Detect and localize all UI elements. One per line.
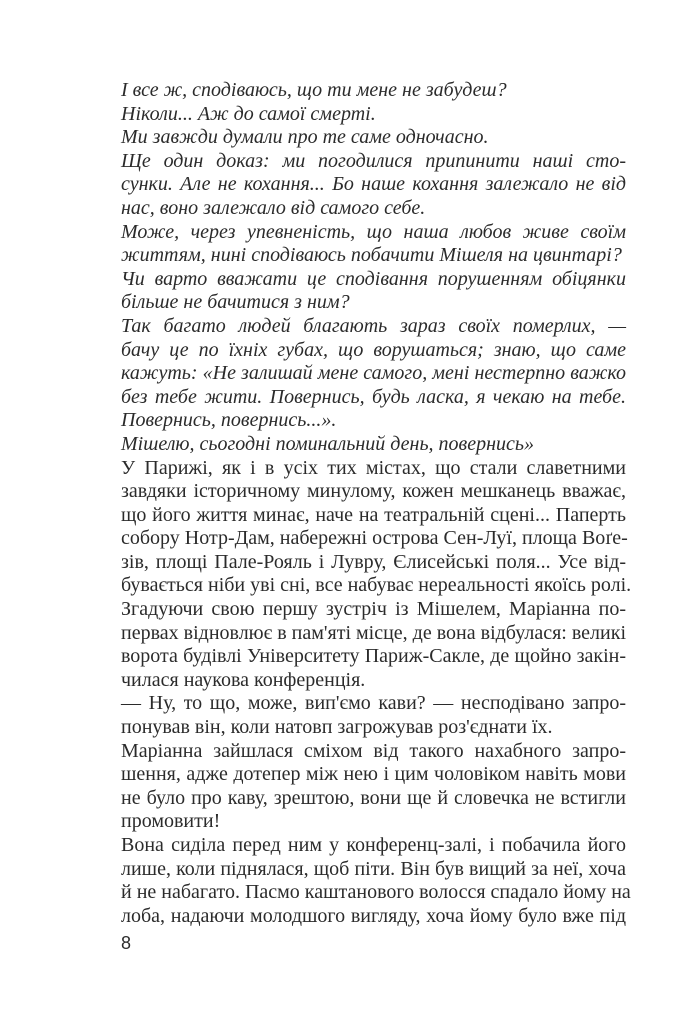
paragraph (121, 268, 626, 315)
text-line: ворота будівлі Університету Париж-Сакле, де щойно закін- (121, 645, 626, 668)
text-line: завдяки історичному минулому, кожен мешканець вважає, (121, 480, 626, 503)
text-line: промовити! (121, 810, 221, 833)
text-line: сунки. Але не кохання... Бо наше кохання залежало не від (121, 173, 626, 196)
paragraph (121, 740, 626, 834)
text-line: життям, нині сподіваюсь побачити Мішеля на цвинтарі? (121, 244, 622, 267)
text-line: лоба, надаючи молодшого вигляду, хоча йому було вже під (121, 904, 626, 927)
paragraph (121, 598, 626, 692)
paragraph (121, 433, 626, 457)
text-line: кажуть: «Не залишай мене самого, мені нестерпно важко (121, 362, 626, 385)
text-line: собору Нотр-Дам, набережні острова Сен-Луї, площа Воґе- (121, 527, 628, 550)
text-line: що його життя минає, наче на театральній сцені... Паперть (121, 503, 626, 526)
text-line: І все ж, сподіваюсь, що ти мене не забудеш? (121, 79, 507, 101)
page-number: 8 (121, 933, 132, 953)
text-line: чилася наукова конференція. (121, 668, 366, 691)
paragraph (121, 456, 632, 599)
text-line: лише, коли піднялася, щоб піти. Він був вищий за неї, хоча (121, 857, 626, 880)
paragraph (121, 126, 626, 150)
text-line: нас, воно залежало від самого себе. (121, 196, 426, 219)
text-line: У Парижі, як і в усіх тих містах, що стали славетними (121, 456, 626, 479)
paragraph (121, 79, 626, 103)
text-line: без тебе жити. Повернись, будь ласка, я чекаю на тебе. (121, 385, 626, 408)
text-line: Вона сиділа перед ним у конференц-залі, і побачила його (121, 834, 626, 856)
text-line: бувається ніби уві сні, все набуває нереальності якоїсь ролі. (121, 574, 632, 597)
text-line: Так багато людей благають зараз своїх померлих, — (121, 314, 626, 337)
text-line: бачу це по їхніх губах, що ворушаться; знаю, що саме (121, 338, 626, 361)
text-line: понував він, коли натовп загрожував роз'єднати їх. (121, 716, 553, 739)
paragraph (121, 692, 626, 739)
text-line: більше не бачитися з ним? (121, 291, 350, 314)
paragraph (121, 315, 626, 433)
paragraph (121, 103, 626, 127)
text-line: Маріанна зайшлася сміхом від такого нахабного запро- (121, 739, 626, 762)
paragraph (121, 150, 626, 221)
text-line: не було про каву, зрештою, вони ще й словечка не встигли (121, 786, 626, 809)
text-line: шення, адже дотепер між нею і цим чоловіком навіть мови (121, 763, 626, 786)
text-line: Мішелю, сьогодні поминальний день, повернись» (121, 432, 535, 455)
text-line: зів, площі Пале-Рояль і Лувру, Єлисейські поля... Усе від- (121, 550, 626, 573)
text-line: й не набагато. Пасмо каштанового волосся спадало йому на (121, 881, 631, 904)
text-line: Ще один доказ: ми погодилися припинити наші сто- (121, 149, 626, 172)
text-line: Згадуючи свою першу зустріч із Мішелем, Маріанна по- (121, 598, 626, 621)
paragraph (121, 221, 626, 268)
text-line: Ми завжди думали про те саме одночасно. (121, 126, 489, 149)
body-text (121, 79, 632, 928)
text-line: Може, через упевненість, що наша любов живе своїм (121, 220, 626, 243)
text-line: первах відновлює в пам'яті місце, де вона відбулася: великі (121, 621, 626, 644)
paragraph (121, 834, 631, 928)
text-line: Чи варто вважати це сподівання порушенням обіцянки (121, 267, 626, 290)
text-line: Ніколи... Аж до самої смерті. (121, 102, 376, 125)
text-line: Повернись, повернись...». (121, 409, 337, 432)
text-line: — Ну, то що, може, вип'ємо кави? — несподівано запро- (121, 692, 626, 715)
